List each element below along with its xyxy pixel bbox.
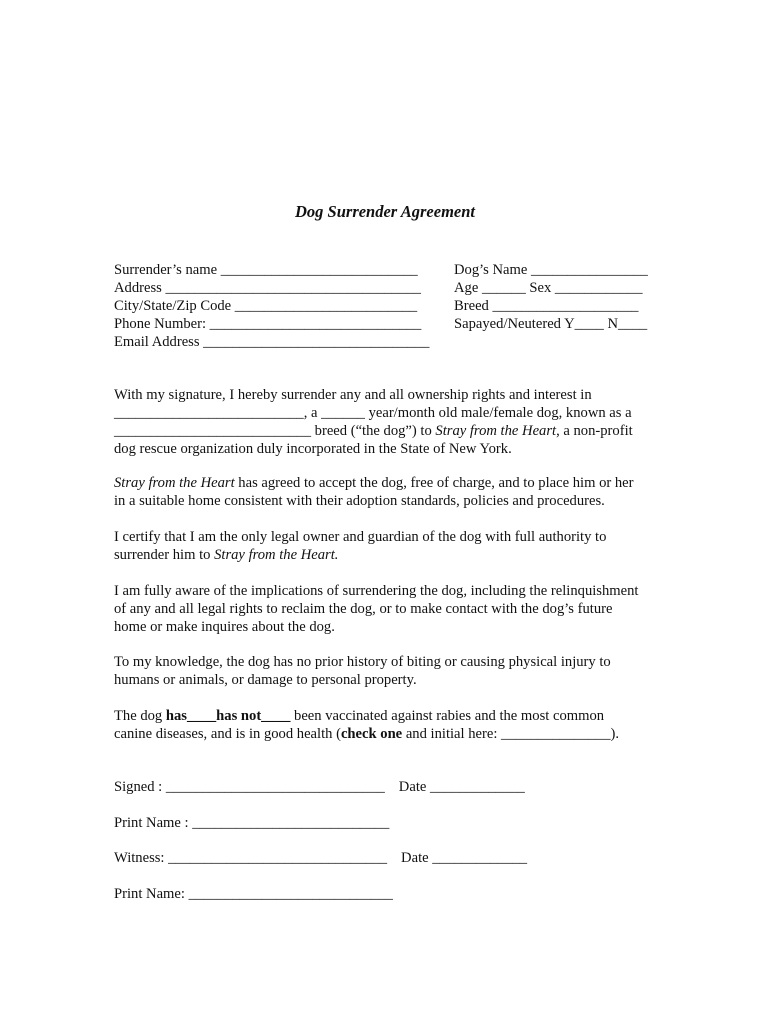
paragraph-line [114,707,674,725]
paragraph-line: To my knowledge, the dog has no prior history of biting or causing physical injury to [114,654,611,670]
text-run: and initial here: _______________). [402,726,620,742]
text-run: The dog [114,708,166,724]
print-name-line [114,814,389,832]
paragraph-line: __________________________, a ______ year/month old male/female dog, known as a [114,405,632,421]
check-one-label: check one [340,726,403,742]
paragraph-line [114,474,674,492]
paragraph-line: of any and all legal rights to reclaim the dog, or to make contact with the dog’s future [114,601,613,617]
phone-number-field: Phone Number: _____________________________ [114,316,422,332]
surrender-paragraph [114,386,674,458]
paragraph-line: in a suitable home consistent with their adoption standards, policies and procedures. [114,493,605,509]
spayed-neutered-field: Sapayed/Neutered Y____ N____ [454,316,648,332]
witness-print-name-field: Print Name: ____________________________ [114,886,393,902]
text-run: including the relinquishment [467,583,639,599]
address-field: Address ___________________________________ [114,280,421,296]
signed-field: Signed : ______________________________ [114,779,385,795]
witness-date-field: Date _____________ [401,850,528,866]
city-state-zip-field: City/State/Zip Code _________________________ [114,298,418,314]
text-run: I am fully aware of the implications of surrendering the dog [114,583,464,599]
text-run: surrender him to [114,547,215,563]
organization-name: Stray from the Heart [114,475,235,491]
text-run: , [463,583,467,599]
paragraph-line [114,422,674,440]
witness-field: Witness: ______________________________ [114,850,388,866]
text-run: been vaccinated against rabies and the most common [290,708,605,724]
print-name-field: Print Name : ___________________________ [114,815,390,831]
paragraph-line: With my signature, I hereby surrender any and all ownership rights and interest in [114,387,592,403]
paragraph-line: I certify that I am the only legal owner and guardian of the dog with full authority to [114,529,607,545]
email-address-field: Email Address _______________________________ [114,334,430,350]
text-run: canine diseases, and is in good health ( [114,726,341,742]
surrender-name-field: Surrender’s name ___________________________ [114,262,418,278]
witness-line [114,849,527,867]
paragraph-line: dog rescue organization duly incorporated in the State of New York. [114,441,512,457]
signed-date-field: Date _____________ [398,779,525,795]
dog-name-field: Dog’s Name ________________ [454,262,648,278]
text-run: ___________________________ breed (“the dog”) to [114,423,436,439]
paragraph-line: home or make inquires about the dog. [114,619,335,635]
paragraph-line [114,725,674,743]
organization-name: Stray from the Heart [435,423,557,439]
age-sex-field: Age ______ Sex ____________ [454,280,643,296]
vaccination-choice: has____has not____ [165,708,291,724]
ownership-paragraph [114,528,674,564]
paragraph-line [114,546,674,564]
paragraph-line [114,582,674,600]
acceptance-paragraph [114,474,674,510]
witness-print-name-line [114,885,393,903]
dog-info-fields [454,261,648,333]
implications-paragraph [114,582,674,636]
signed-line [114,778,525,796]
document-title: Dog Surrender Agreement [295,202,475,221]
text-run: , a non-profit [556,423,633,439]
breed-field: Breed ____________________ [454,298,639,314]
organization-name: Stray from the Heart. [214,547,339,563]
text-run: has agreed to accept the dog, free of charge, and to place him or her [234,475,634,491]
vaccination-paragraph [114,707,674,743]
surrender-info-fields [114,261,429,351]
biting-history-paragraph [114,653,674,689]
paragraph-line: humans or animals, or damage to personal property. [114,672,417,688]
